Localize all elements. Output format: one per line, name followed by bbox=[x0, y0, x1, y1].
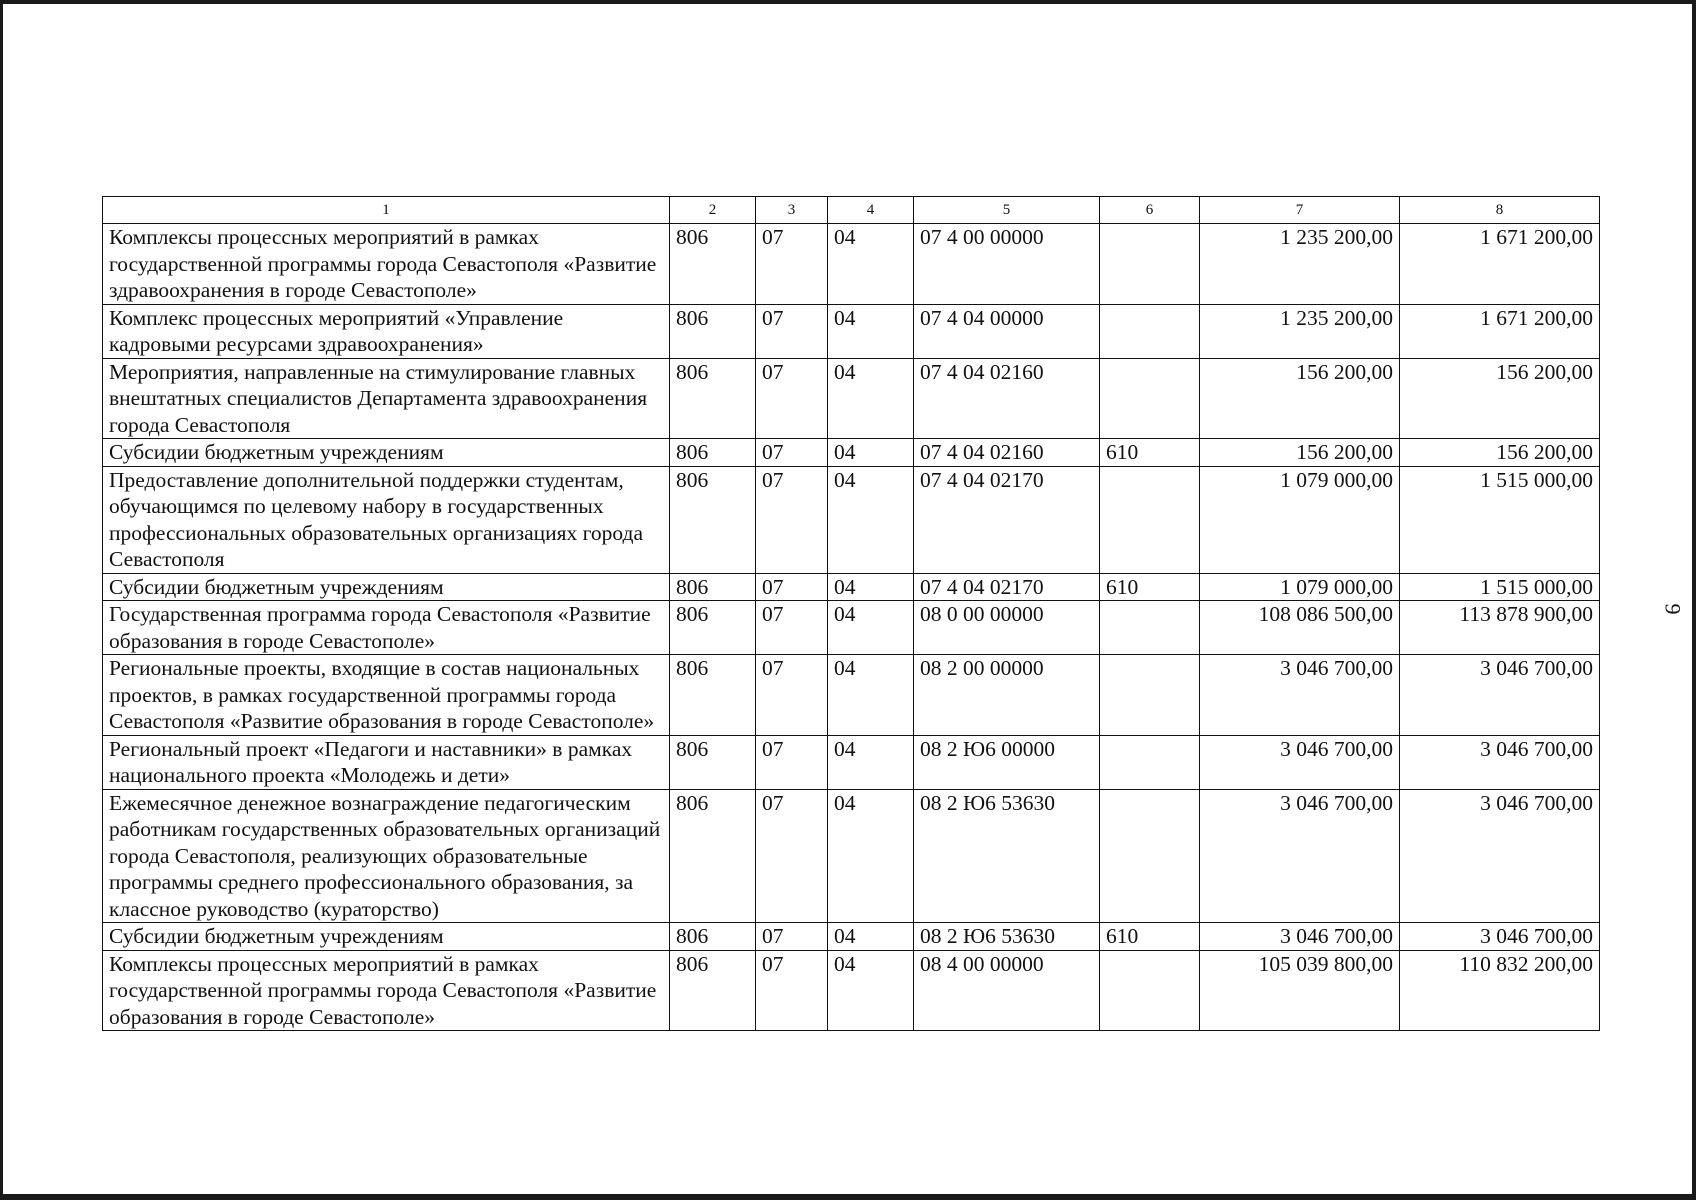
target-article-cell: 07 4 04 00000 bbox=[914, 304, 1100, 358]
amount-year1-cell: 108 086 500,00 bbox=[1200, 601, 1400, 655]
row-name-cell: Субсидии бюджетным учреждениям bbox=[103, 923, 670, 951]
ministry-code-cell: 806 bbox=[670, 224, 756, 305]
row-name-cell: Предоставление дополнительной поддержки студентам, обучающимся по целевому набору в государственных профессиональных образовательных организациях города Севастополя bbox=[103, 466, 670, 573]
amount-year2-cell: 1 515 000,00 bbox=[1400, 573, 1600, 601]
budget-table bbox=[102, 196, 1600, 1031]
subsection-code-cell: 04 bbox=[828, 304, 914, 358]
ministry-code-cell: 806 bbox=[670, 573, 756, 601]
expense-type-cell bbox=[1100, 304, 1200, 358]
section-code-cell: 07 bbox=[756, 358, 828, 439]
section-code-cell: 07 bbox=[756, 466, 828, 573]
amount-year1-cell: 3 046 700,00 bbox=[1200, 655, 1400, 736]
table-row bbox=[103, 224, 1600, 305]
row-name-cell: Региональный проект «Педагоги и наставники» в рамках национального проекта «Молодежь и дети» bbox=[103, 735, 670, 789]
subsection-code-cell: 04 bbox=[828, 735, 914, 789]
section-code-cell: 07 bbox=[756, 950, 828, 1031]
table-body bbox=[103, 224, 1600, 1031]
table-row bbox=[103, 735, 1600, 789]
row-name-cell: Комплекс процессных мероприятий «Управление кадровыми ресурсами здравоохранения» bbox=[103, 304, 670, 358]
scan-border-left bbox=[0, 0, 3, 1200]
subsection-code-cell: 04 bbox=[828, 439, 914, 467]
subsection-code-cell: 04 bbox=[828, 358, 914, 439]
target-article-cell: 07 4 04 02170 bbox=[914, 466, 1100, 573]
amount-year1-cell: 156 200,00 bbox=[1200, 439, 1400, 467]
target-article-cell: 08 2 Ю6 53630 bbox=[914, 789, 1100, 923]
row-name-cell: Комплексы процессных мероприятий в рамках государственной программы города Севастополя «Развитие образования в городе Севастополе» bbox=[103, 950, 670, 1031]
table-row bbox=[103, 601, 1600, 655]
expense-type-cell bbox=[1100, 735, 1200, 789]
column-header: 7 bbox=[1200, 197, 1400, 224]
column-header: 5 bbox=[914, 197, 1100, 224]
ministry-code-cell: 806 bbox=[670, 358, 756, 439]
table-row bbox=[103, 655, 1600, 736]
amount-year1-cell: 1 235 200,00 bbox=[1200, 304, 1400, 358]
ministry-code-cell: 806 bbox=[670, 735, 756, 789]
table-row bbox=[103, 789, 1600, 923]
amount-year1-cell: 1 079 000,00 bbox=[1200, 573, 1400, 601]
row-name-cell: Региональные проекты, входящие в состав национальных проектов, в рамках государственной программы города Севастополя «Развитие образования в городе Севастополе» bbox=[103, 655, 670, 736]
expense-type-cell bbox=[1100, 224, 1200, 305]
section-code-cell: 07 bbox=[756, 304, 828, 358]
table-row bbox=[103, 304, 1600, 358]
expense-type-cell bbox=[1100, 789, 1200, 923]
ministry-code-cell: 806 bbox=[670, 789, 756, 923]
table-row bbox=[103, 950, 1600, 1031]
subsection-code-cell: 04 bbox=[828, 923, 914, 951]
table-row bbox=[103, 439, 1600, 467]
section-code-cell: 07 bbox=[756, 573, 828, 601]
section-code-cell: 07 bbox=[756, 655, 828, 736]
amount-year2-cell: 156 200,00 bbox=[1400, 439, 1600, 467]
amount-year2-cell: 156 200,00 bbox=[1400, 358, 1600, 439]
table-row bbox=[103, 358, 1600, 439]
subsection-code-cell: 04 bbox=[828, 601, 914, 655]
amount-year2-cell: 3 046 700,00 bbox=[1400, 655, 1600, 736]
column-header: 4 bbox=[828, 197, 914, 224]
section-code-cell: 07 bbox=[756, 224, 828, 305]
amount-year2-cell: 3 046 700,00 bbox=[1400, 789, 1600, 923]
row-name-cell: Мероприятия, направленные на стимулирование главных внештатных специалистов Департамента здравоохранения города Севастополя bbox=[103, 358, 670, 439]
expense-type-cell bbox=[1100, 950, 1200, 1031]
column-number-row bbox=[103, 197, 1600, 224]
row-name-cell: Комплексы процессных мероприятий в рамках государственной программы города Севастополя «Развитие здравоохранения в городе Севастополе» bbox=[103, 224, 670, 305]
section-code-cell: 07 bbox=[756, 601, 828, 655]
expense-type-cell bbox=[1100, 466, 1200, 573]
amount-year1-cell: 3 046 700,00 bbox=[1200, 735, 1400, 789]
table-row bbox=[103, 466, 1600, 573]
subsection-code-cell: 04 bbox=[828, 573, 914, 601]
column-header: 8 bbox=[1400, 197, 1600, 224]
row-name-cell: Субсидии бюджетным учреждениям bbox=[103, 573, 670, 601]
expense-type-cell bbox=[1100, 601, 1200, 655]
section-code-cell: 07 bbox=[756, 789, 828, 923]
amount-year2-cell: 110 832 200,00 bbox=[1400, 950, 1600, 1031]
target-article-cell: 08 2 Ю6 00000 bbox=[914, 735, 1100, 789]
subsection-code-cell: 04 bbox=[828, 789, 914, 923]
subsection-code-cell: 04 bbox=[828, 655, 914, 736]
table-row bbox=[103, 923, 1600, 951]
page-number: 9 bbox=[1660, 603, 1686, 615]
ministry-code-cell: 806 bbox=[670, 439, 756, 467]
column-header: 2 bbox=[670, 197, 756, 224]
target-article-cell: 07 4 00 00000 bbox=[914, 224, 1100, 305]
column-header: 1 bbox=[103, 197, 670, 224]
expense-type-cell bbox=[1100, 655, 1200, 736]
amount-year2-cell: 1 515 000,00 bbox=[1400, 466, 1600, 573]
amount-year2-cell: 3 046 700,00 bbox=[1400, 735, 1600, 789]
row-name-cell: Субсидии бюджетным учреждениям bbox=[103, 439, 670, 467]
ministry-code-cell: 806 bbox=[670, 304, 756, 358]
target-article-cell: 08 0 00 00000 bbox=[914, 601, 1100, 655]
target-article-cell: 07 4 04 02170 bbox=[914, 573, 1100, 601]
amount-year1-cell: 3 046 700,00 bbox=[1200, 789, 1400, 923]
ministry-code-cell: 806 bbox=[670, 601, 756, 655]
scan-border-bottom bbox=[0, 1194, 1696, 1200]
target-article-cell: 07 4 04 02160 bbox=[914, 439, 1100, 467]
section-code-cell: 07 bbox=[756, 923, 828, 951]
expense-type-cell: 610 bbox=[1100, 439, 1200, 467]
amount-year1-cell: 1 235 200,00 bbox=[1200, 224, 1400, 305]
section-code-cell: 07 bbox=[756, 735, 828, 789]
column-header: 6 bbox=[1100, 197, 1200, 224]
target-article-cell: 08 2 00 00000 bbox=[914, 655, 1100, 736]
column-header: 3 bbox=[756, 197, 828, 224]
subsection-code-cell: 04 bbox=[828, 224, 914, 305]
row-name-cell: Государственная программа города Севастополя «Развитие образования в городе Севастополе» bbox=[103, 601, 670, 655]
ministry-code-cell: 806 bbox=[670, 466, 756, 573]
subsection-code-cell: 04 bbox=[828, 950, 914, 1031]
target-article-cell: 07 4 04 02160 bbox=[914, 358, 1100, 439]
table-row bbox=[103, 573, 1600, 601]
ministry-code-cell: 806 bbox=[670, 950, 756, 1031]
ministry-code-cell: 806 bbox=[670, 655, 756, 736]
amount-year1-cell: 3 046 700,00 bbox=[1200, 923, 1400, 951]
expense-type-cell bbox=[1100, 358, 1200, 439]
amount-year1-cell: 156 200,00 bbox=[1200, 358, 1400, 439]
target-article-cell: 08 2 Ю6 53630 bbox=[914, 923, 1100, 951]
amount-year2-cell: 3 046 700,00 bbox=[1400, 923, 1600, 951]
subsection-code-cell: 04 bbox=[828, 466, 914, 573]
amount-year2-cell: 1 671 200,00 bbox=[1400, 224, 1600, 305]
expense-type-cell: 610 bbox=[1100, 573, 1200, 601]
amount-year1-cell: 105 039 800,00 bbox=[1200, 950, 1400, 1031]
scan-border-top bbox=[0, 0, 1696, 4]
target-article-cell: 08 4 00 00000 bbox=[914, 950, 1100, 1031]
row-name-cell: Ежемесячное денежное вознаграждение педагогическим работникам государственных образовательных организаций города Севастополя, реализующих образовательные программы среднего профессионального образования, за классное руководство (кураторство) bbox=[103, 789, 670, 923]
expense-type-cell: 610 bbox=[1100, 923, 1200, 951]
amount-year2-cell: 113 878 900,00 bbox=[1400, 601, 1600, 655]
scan-border-right bbox=[1692, 0, 1696, 1200]
amount-year2-cell: 1 671 200,00 bbox=[1400, 304, 1600, 358]
section-code-cell: 07 bbox=[756, 439, 828, 467]
ministry-code-cell: 806 bbox=[670, 923, 756, 951]
amount-year1-cell: 1 079 000,00 bbox=[1200, 466, 1400, 573]
